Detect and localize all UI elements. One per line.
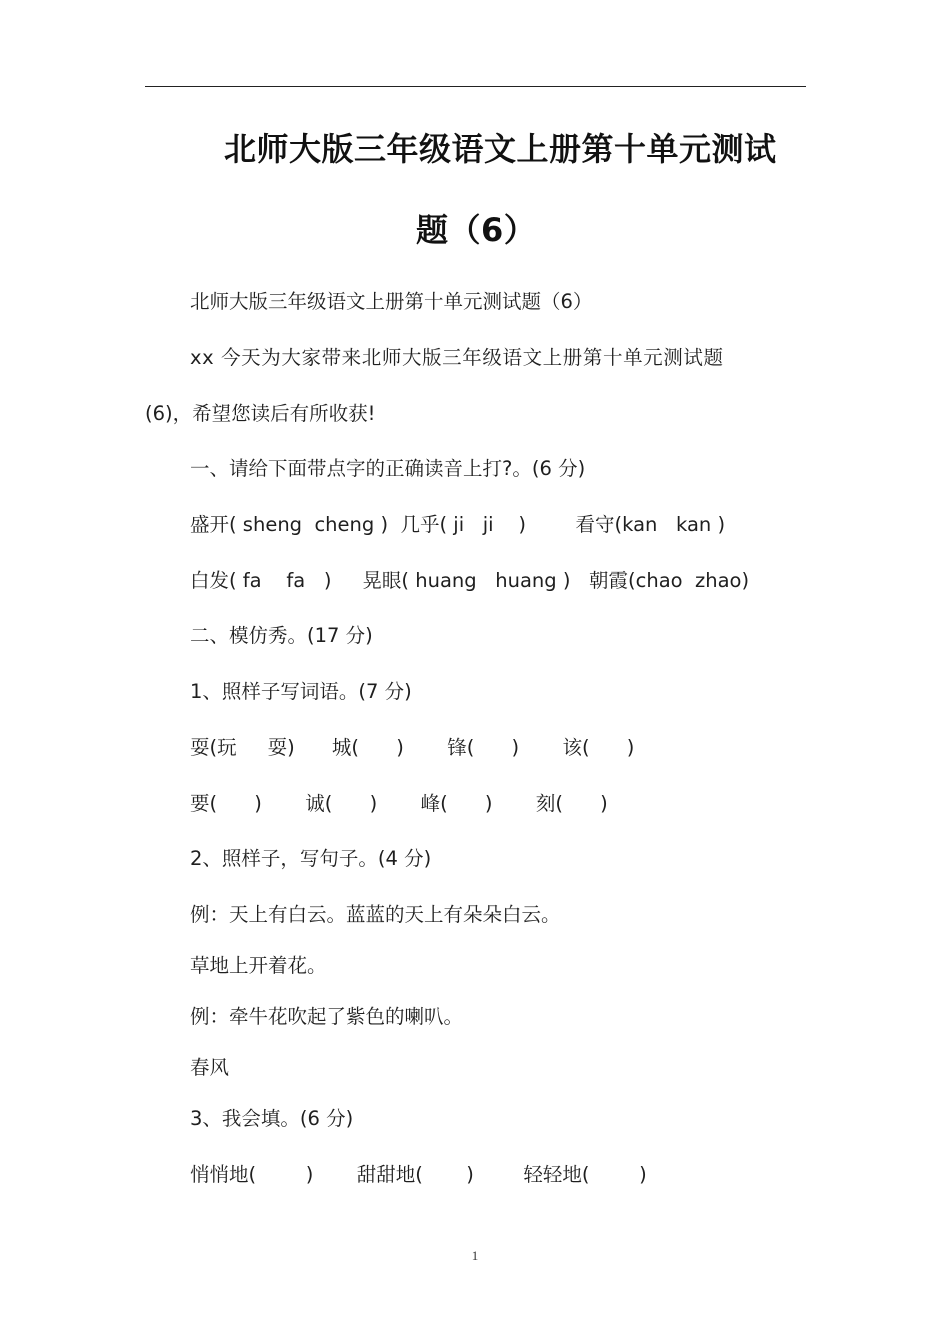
question3-heading: 3、我会填。(6 分) (190, 1107, 354, 1130)
section2-heading: 二、模仿秀。(17 分) (190, 624, 373, 647)
question3-row1: 悄悄地( ) 甜甜地( ) 轻轻地( ) (190, 1163, 647, 1186)
question1-row2: 要( ) 诚( ) 峰( ) 刻( ) (190, 792, 608, 815)
document-title-line2: 题（6） (416, 211, 537, 249)
question2-example2: 例：牵牛花吹起了紫色的喇叭。 (190, 1005, 464, 1028)
question2-prompt2: 春风 (190, 1056, 230, 1079)
intro-line1: xx 今天为大家带来北师大版三年级语文上册第十单元测试题 (190, 346, 724, 369)
intro-line2: (6)，希望您读后有所收获! (145, 402, 376, 425)
section1-row2: 白发( fa fa ) 晃眼( huang huang ) 朝霞(chao zhao) (190, 569, 750, 592)
question2-prompt1: 草地上开着花。 (190, 954, 327, 977)
question1-heading: 1、照样子写词语。(7 分) (190, 680, 412, 703)
section1-row1: 盛开( sheng cheng ) 几乎( ji ji ) 看守(kan kan ) (190, 513, 726, 536)
question2-example1: 例：天上有白云。蓝蓝的天上有朵朵白云。 (190, 903, 561, 926)
page-number: 1 (471, 1248, 479, 1263)
question2-heading: 2、照样子，写句子。(4 分) (190, 847, 432, 870)
question1-row1: 耍(玩 耍) 城( ) 锋( ) 该( ) (190, 736, 635, 759)
header-rule (145, 86, 806, 87)
subtitle: 北师大版三年级语文上册第十单元测试题（6） (190, 290, 593, 313)
section1-heading: 一、请给下面带点字的正确读音上打?。(6 分) (190, 457, 586, 480)
document-title-line1: 北师大版三年级语文上册第十单元测试 (224, 130, 777, 168)
